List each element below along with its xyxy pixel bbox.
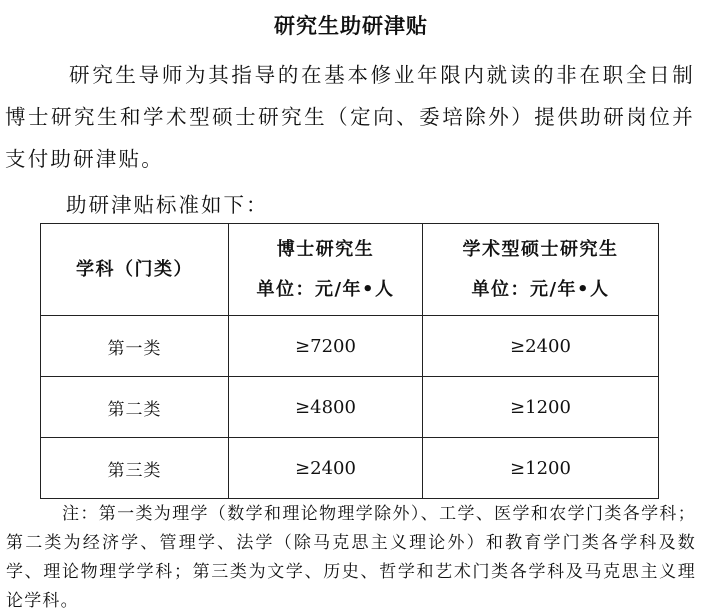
table-row <box>41 438 659 499</box>
header-master-unit: 单位：元/年•人 <box>471 278 610 300</box>
header-master-title: 学术型硕士研究生 <box>462 238 619 260</box>
standard-label: 助研津贴标准如下： <box>66 193 269 217</box>
header-category-label: 学科（门类） <box>76 258 193 280</box>
row-master-value-cell: ≥1200 <box>423 377 659 438</box>
row-category-cell: 第二类 <box>41 377 229 438</box>
header-phd-cell <box>229 224 423 316</box>
header-phd-unit: 单位：元/年•人 <box>256 278 395 300</box>
row-master-value-cell: ≥2400 <box>423 316 659 377</box>
intro-paragraph: 研究生导师为其指导的在基本修业年限内就读的非在职全日制博士研究生和学术型硕士研究生（定向、委培除外）提供助研岗位并支付助研津贴。 <box>5 63 695 171</box>
row-category-cell: 第一类 <box>41 316 229 377</box>
subsidy-table <box>40 223 659 499</box>
table-header-row <box>41 224 659 316</box>
row-phd-value-cell: ≥2400 <box>229 438 423 499</box>
header-master-cell <box>423 224 659 316</box>
table-row <box>41 316 659 377</box>
row-phd-value-cell: ≥4800 <box>229 377 423 438</box>
document-title: 研究生助研津贴 <box>274 14 428 38</box>
row-category-cell: 第三类 <box>41 438 229 499</box>
table-row <box>41 377 659 438</box>
row-master-value-cell: ≥1200 <box>423 438 659 499</box>
header-category-cell <box>41 224 229 316</box>
header-phd-title: 博士研究生 <box>276 238 375 260</box>
row-phd-value-cell: ≥7200 <box>229 316 423 377</box>
footnote: 注：第一类为理学（数学和理论物理学除外）、工学、医学和农学门类各学科；第二类为经济学、管理学、法学（除马克思主义理论外）和教育学门类各学科及数学、理论物理学学科；第三类为文学、历史、哲学和艺术门类各学科及马克思主义理论学科。 <box>6 504 696 611</box>
